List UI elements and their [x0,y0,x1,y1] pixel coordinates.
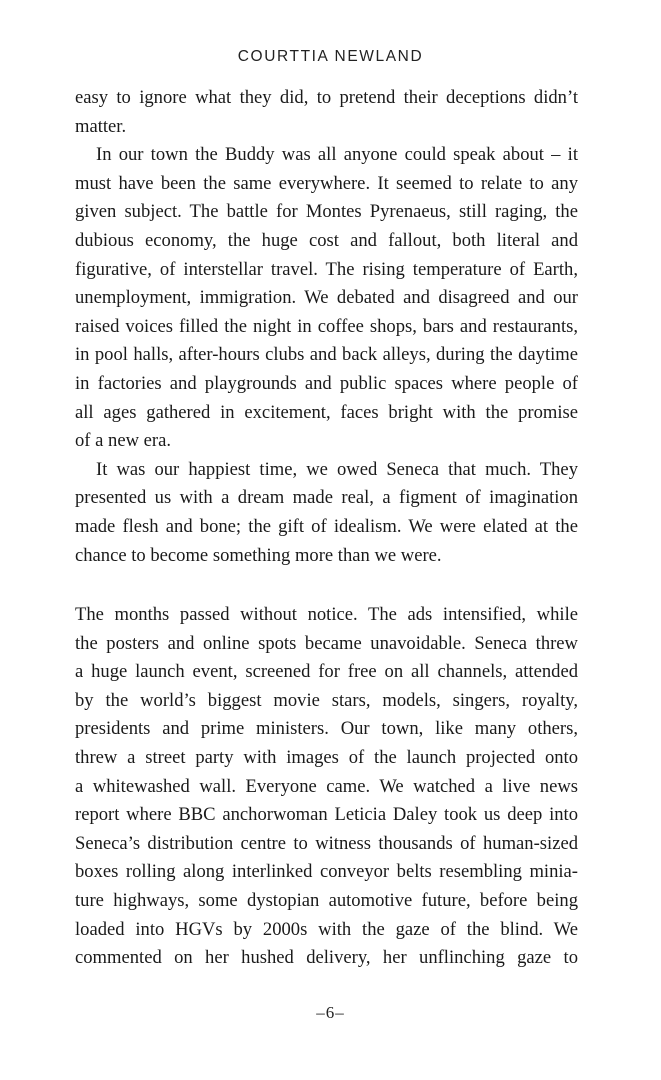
section-2 [75,601,578,973]
text-line: ture highways, some dystopian automotive future, before being [75,889,578,911]
text-line: a whitewashed wall. Everyone came. We watched a live news [75,775,578,797]
paragraph [75,141,578,456]
text-line: all ages gathered in excitement, faces bright with the promise [75,401,578,423]
text-line: In our town the Buddy was all anyone could speak about – it [96,144,578,166]
text-line: of a new era. [75,430,172,452]
text-line: loaded into HGVs by 2000s with the gaze of the blind. We [75,918,578,940]
text-line: commented on her hushed delivery, her unflinching gaze to [75,947,578,969]
text-line: in factories and playgrounds and public spaces where people of [75,372,578,394]
text-line: matter. [75,115,127,137]
text-line: in pool halls, after-hours clubs and back alleys, during the daytime [75,344,578,366]
running-head: COURTTIA NEWLAND [237,48,424,65]
text-line: must have been the same everywhere. It seemed to relate to any [75,172,578,194]
paragraph [75,84,578,141]
text-line: figurative, of interstellar travel. The rising temperature of Earth, [75,258,578,280]
text-line: Seneca’s distribution centre to witness thousands of human-sized [75,832,578,854]
text-line: The months passed without notice. The ads intensified, while [75,604,578,625]
paragraph [75,456,578,570]
paragraph [75,601,578,973]
text-line: raised voices filled the night in coffee shops, bars and restaurants, [75,315,578,337]
text-line: dubious economy, the huge cost and fallout, both literal and [75,229,578,251]
section-1 [75,84,578,570]
text-line: by the world’s biggest movie stars, models, singers, royalty, [75,689,578,711]
page-number: –6– [316,1003,345,1022]
text-line: chance to become something more than we were. [75,544,442,566]
text-line: a huge launch event, screened for free on all channels, attended [75,661,578,683]
text-line: the posters and online spots became unavoidable. Seneca threw [75,632,578,654]
text-line: given subject. The battle for Montes Pyrenaeus, still raging, the [75,201,578,223]
text-line: presented us with a dream made real, a figment of imagination [75,487,578,509]
text-line: unemployment, immigration. We debated and disagreed and our [75,287,578,309]
text-line: report where BBC anchorwoman Leticia Daley took us deep into [75,804,578,826]
text-line: boxes rolling along interlinked conveyor belts resembling minia- [75,861,578,883]
text-line: made flesh and bone; the gift of idealism. We were elated at the [75,515,578,537]
text-line: presidents and prime ministers. Our town, like many others, [75,718,578,740]
text-line: threw a street party with images of the launch projected onto [75,746,578,768]
text-line: easy to ignore what they did, to pretend their deceptions didn’t [75,87,578,108]
text-line: It was our happiest time, we owed Seneca that much. They [96,458,578,480]
